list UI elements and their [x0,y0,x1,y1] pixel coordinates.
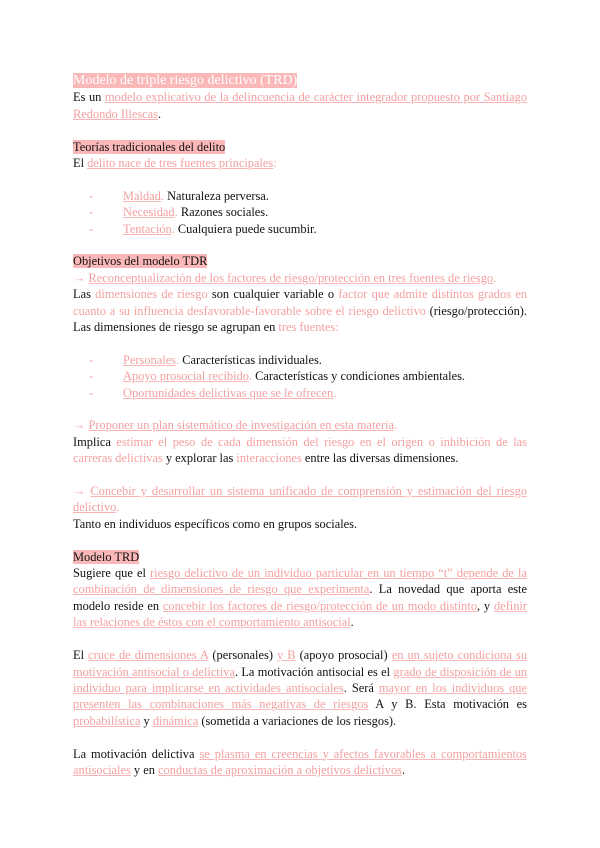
highlighted-phrase: definir las relaciones de éstos con el comportamiento antisocial [73,598,527,630]
blank-line [73,467,527,483]
paragraph [73,155,527,171]
text: A y B. Esta motivación es [368,697,527,712]
text: El [73,648,89,663]
text: . La novedad que aporta este modelo reside en [73,582,527,613]
highlighted-phrase: Maldad [123,188,161,203]
text: Las [73,287,96,302]
list-item-text [123,204,268,220]
text: Características individuales. [179,352,322,367]
heading-text: Modelo de triple riesgo delictivo (TRD) [73,73,298,88]
text: . [158,106,162,121]
text: La motivación delictiva [73,746,200,761]
list-item [73,368,527,384]
text: y explorar las [162,451,237,466]
blank-line [73,401,527,417]
emphasis-text: . [174,205,178,220]
paragraph [73,483,527,516]
paragraph [73,647,527,729]
bullet-dash: - [89,205,94,220]
highlighted-phrase: Apoyo prosocial recibido [123,369,249,384]
text: Características y condiciones ambientales. [252,369,466,384]
document-title [73,72,527,89]
emphasis-text: : [273,156,277,171]
emphasis-text: . [333,385,337,400]
bullet-dash: - [89,369,94,384]
emphasis-text: estimar el peso de cada dimensión del riesgo en el origen o inhibición de las carreras delictivas [73,434,527,466]
list-item-text [123,352,322,368]
paragraph [73,746,527,779]
list-item-text [123,385,336,401]
section-heading [73,253,527,269]
text: son cualquier variable o [207,287,339,302]
emphasis-text: → [73,484,91,499]
highlighted-phrase: conductas de aproximación a objetivos delictivos [158,762,402,777]
emphasis-text: → [73,270,89,285]
emphasis-text: . [116,500,120,515]
highlighted-phrase: Concebir y desarrollar un sistema unificado de comprensión y estimación del riesgo delictivo [73,484,527,515]
blank-line [73,237,527,253]
text: y [140,713,153,728]
blank-line [73,532,527,548]
highlighted-phrase: y B [277,648,296,663]
list-item [73,221,527,237]
heading-text: Teorías tradicionales del delito [73,139,226,154]
highlighted-phrase: Personales [123,352,176,367]
highlighted-phrase: Reconceptualización de los factores de riesgo/protección en tres fuentes de riesgo [88,270,494,285]
highlighted-phrase: se plasma en creencias y afectos favorables a comportamientos antisociales [73,746,527,777]
blank-line [73,729,527,745]
emphasis-text: . [160,188,164,203]
highlighted-phrase: probabilística [73,713,141,728]
text: entre las diversas dimensiones. [301,451,459,466]
emphasis-text: dimensiones de riesgo [95,287,208,302]
emphasis-text: interacciones [236,451,302,466]
highlighted-phrase: mayor en los individuos que presenten las combinaciones más negativas de riesgos [73,680,527,712]
blank-line [73,335,527,351]
text: . [401,762,406,777]
blank-line [73,631,527,647]
list-item-text [123,368,465,384]
emphasis-text: . [176,352,180,367]
paragraph [73,286,527,335]
highlighted-phrase: grado de disposición de un individuo para implicarse en actividades antisociales [73,664,527,695]
text: Implica [73,434,117,449]
paragraph [73,417,527,433]
list-item-text [123,221,317,237]
text: Razones sociales. [177,205,269,220]
text: Es un [73,90,105,105]
text: Sugiere que el [73,566,151,581]
highlighted-phrase: Proponer un plan sistemático de investigación en esta materia [88,418,395,433]
bullet-dash: - [89,385,94,400]
text: . La motivación antisocial es el [234,664,394,679]
heading-text: Modelo TRD [73,549,140,564]
blank-line [73,171,527,187]
list-item [73,204,527,220]
list-item [73,385,527,401]
list-item [73,352,527,368]
emphasis-text: . [171,221,175,236]
heading-text: Objetivos del modelo TDR [73,254,208,269]
highlighted-phrase: Oportunidades delictivas que se le ofrecen [123,385,334,400]
emphasis-text: → [73,418,89,433]
highlighted-phrase: dinámica [152,713,199,728]
paragraph [73,565,527,631]
text: (riesgo/protección). Las dimensiones de riesgo se agrupan en [73,303,527,335]
paragraph [73,434,527,467]
text: Naturaleza perversa. [163,188,269,203]
list-item-text [123,188,269,204]
emphasis-text: . [394,418,398,433]
paragraph [73,270,527,286]
bullet-dash: - [89,188,94,203]
text: (sometida a variaciones de los riesgos). [198,713,397,728]
emphasis-text: . [248,369,253,384]
paragraph [73,89,527,122]
emphasis-text: . [493,270,497,285]
highlighted-phrase: modelo explicativo de la delincuencia de carácter integrador propuesto por Santiago Redondo Illescas [73,90,527,121]
highlighted-phrase: Tentación [123,221,172,236]
text: . [350,615,354,630]
section-heading [73,139,527,155]
text: Tanto en individuos específicos como en grupos sociales. [73,516,358,531]
paragraph [73,516,527,532]
highlighted-phrase: delito nace de tres fuentes principales [87,156,274,171]
bullet-dash: - [89,221,94,236]
text: y en [130,762,158,777]
highlighted-phrase: cruce de dimensiones A [88,648,209,663]
text: , y [477,598,494,613]
highlighted-phrase: Necesidad [123,205,175,220]
list-item [73,188,527,204]
text: Cualquiera puede sucumbir. [174,221,317,236]
section-heading [73,549,527,565]
emphasis-text: tres fuentes: [278,320,339,335]
bullet-dash: - [89,352,94,367]
emphasis-text: factor que admite distintos grados en cuanto a su influencia desfavorable-favorable sobre el riesgo delictivo [73,287,527,318]
text: (personales) [208,648,278,663]
document-page [73,72,527,778]
blank-line [73,122,527,138]
highlighted-phrase: riesgo delictivo de un individuo particular en un tiempo “t” depende de la combinación de dimensiones de riesgo que experimenta [73,566,527,597]
text: (apoyo prosocial) [295,648,392,663]
text: . Será [343,680,379,695]
text: El [73,156,88,171]
highlighted-phrase: concebir los factores de riesgo/protección de un modo distinto [162,598,478,613]
highlighted-phrase: en un sujeto condiciona su motivación antisocial o delictiva [73,648,528,679]
